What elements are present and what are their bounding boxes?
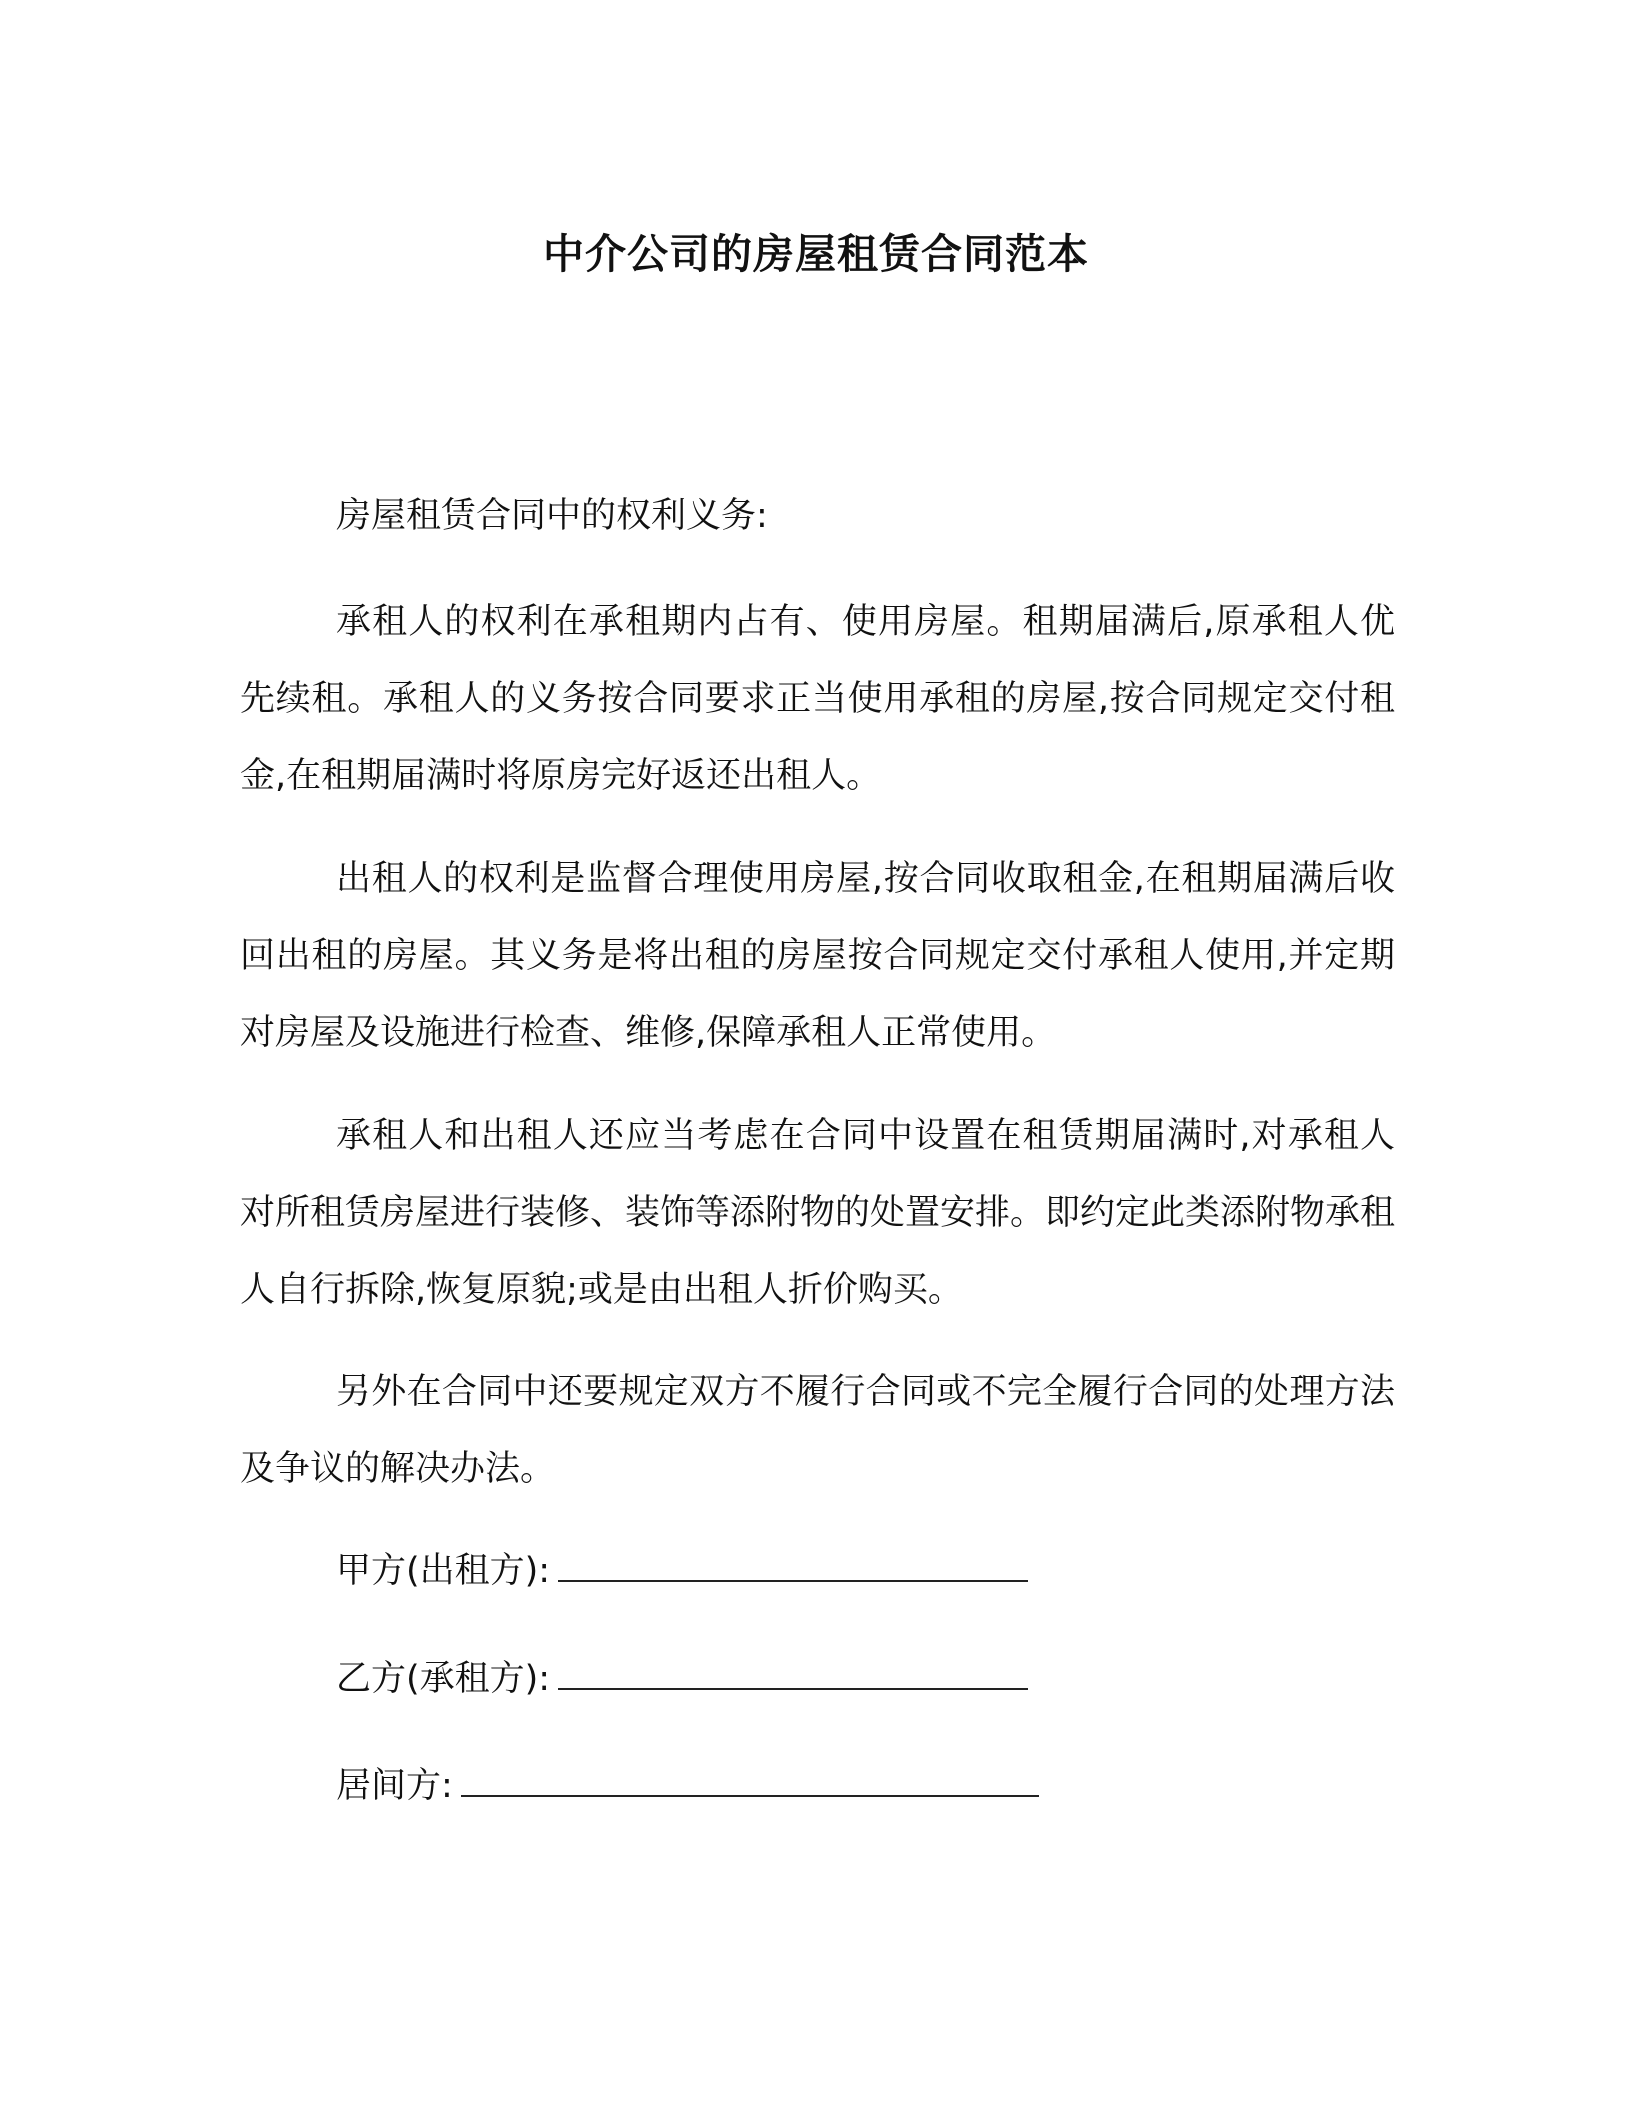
paragraph-disputes: 另外在合同中还要规定双方不履行合同或不完全履行合同的处理方法及争议的解决办法。	[240, 1372, 1395, 1489]
signature-row-intermediary	[336, 1761, 1039, 1811]
paragraph-landlord-rights: 出租人的权利是监督合理使用房屋,按合同收取租金,在租期届满后收回出租的房屋。其义务是将出租的房屋按合同规定交付承租人使用,并定期对房屋及设施进行检查、维修,保障承租人正常使用。	[240, 859, 1395, 1053]
signature-line-party-a[interactable]	[558, 1550, 1028, 1582]
paragraph-fixtures: 承租人和出租人还应当考虑在合同中设置在租赁期届满时,对承租人对所租赁房屋进行装修、装饰等添附物的处置安排。即约定此类添附物承租人自行拆除,恢复原貌;或是由出租人折价购买。	[240, 1116, 1396, 1310]
signature-line-party-b[interactable]	[558, 1658, 1028, 1690]
paragraph-tenant-rights: 承租人的权利在承租期内占有、使用房屋。租期届满后,原承租人优先续租。承租人的义务按合同要求正当使用承租的房屋,按合同规定交付租金,在租期届满时将原房完好返还出租人。	[240, 602, 1395, 796]
signature-line-intermediary[interactable]	[461, 1765, 1039, 1797]
signature-label-party-b: 乙方(承租方):	[336, 1659, 551, 1699]
signature-label-intermediary: 居间方:	[336, 1766, 453, 1806]
document-title: 中介公司的房屋租赁合同范本	[543, 230, 1089, 278]
section-heading: 房屋租赁合同中的权利义务:	[336, 496, 768, 536]
signature-row-party-a	[336, 1546, 1028, 1596]
signature-row-party-b	[336, 1654, 1028, 1704]
signature-label-party-a: 甲方(出租方):	[336, 1551, 551, 1591]
